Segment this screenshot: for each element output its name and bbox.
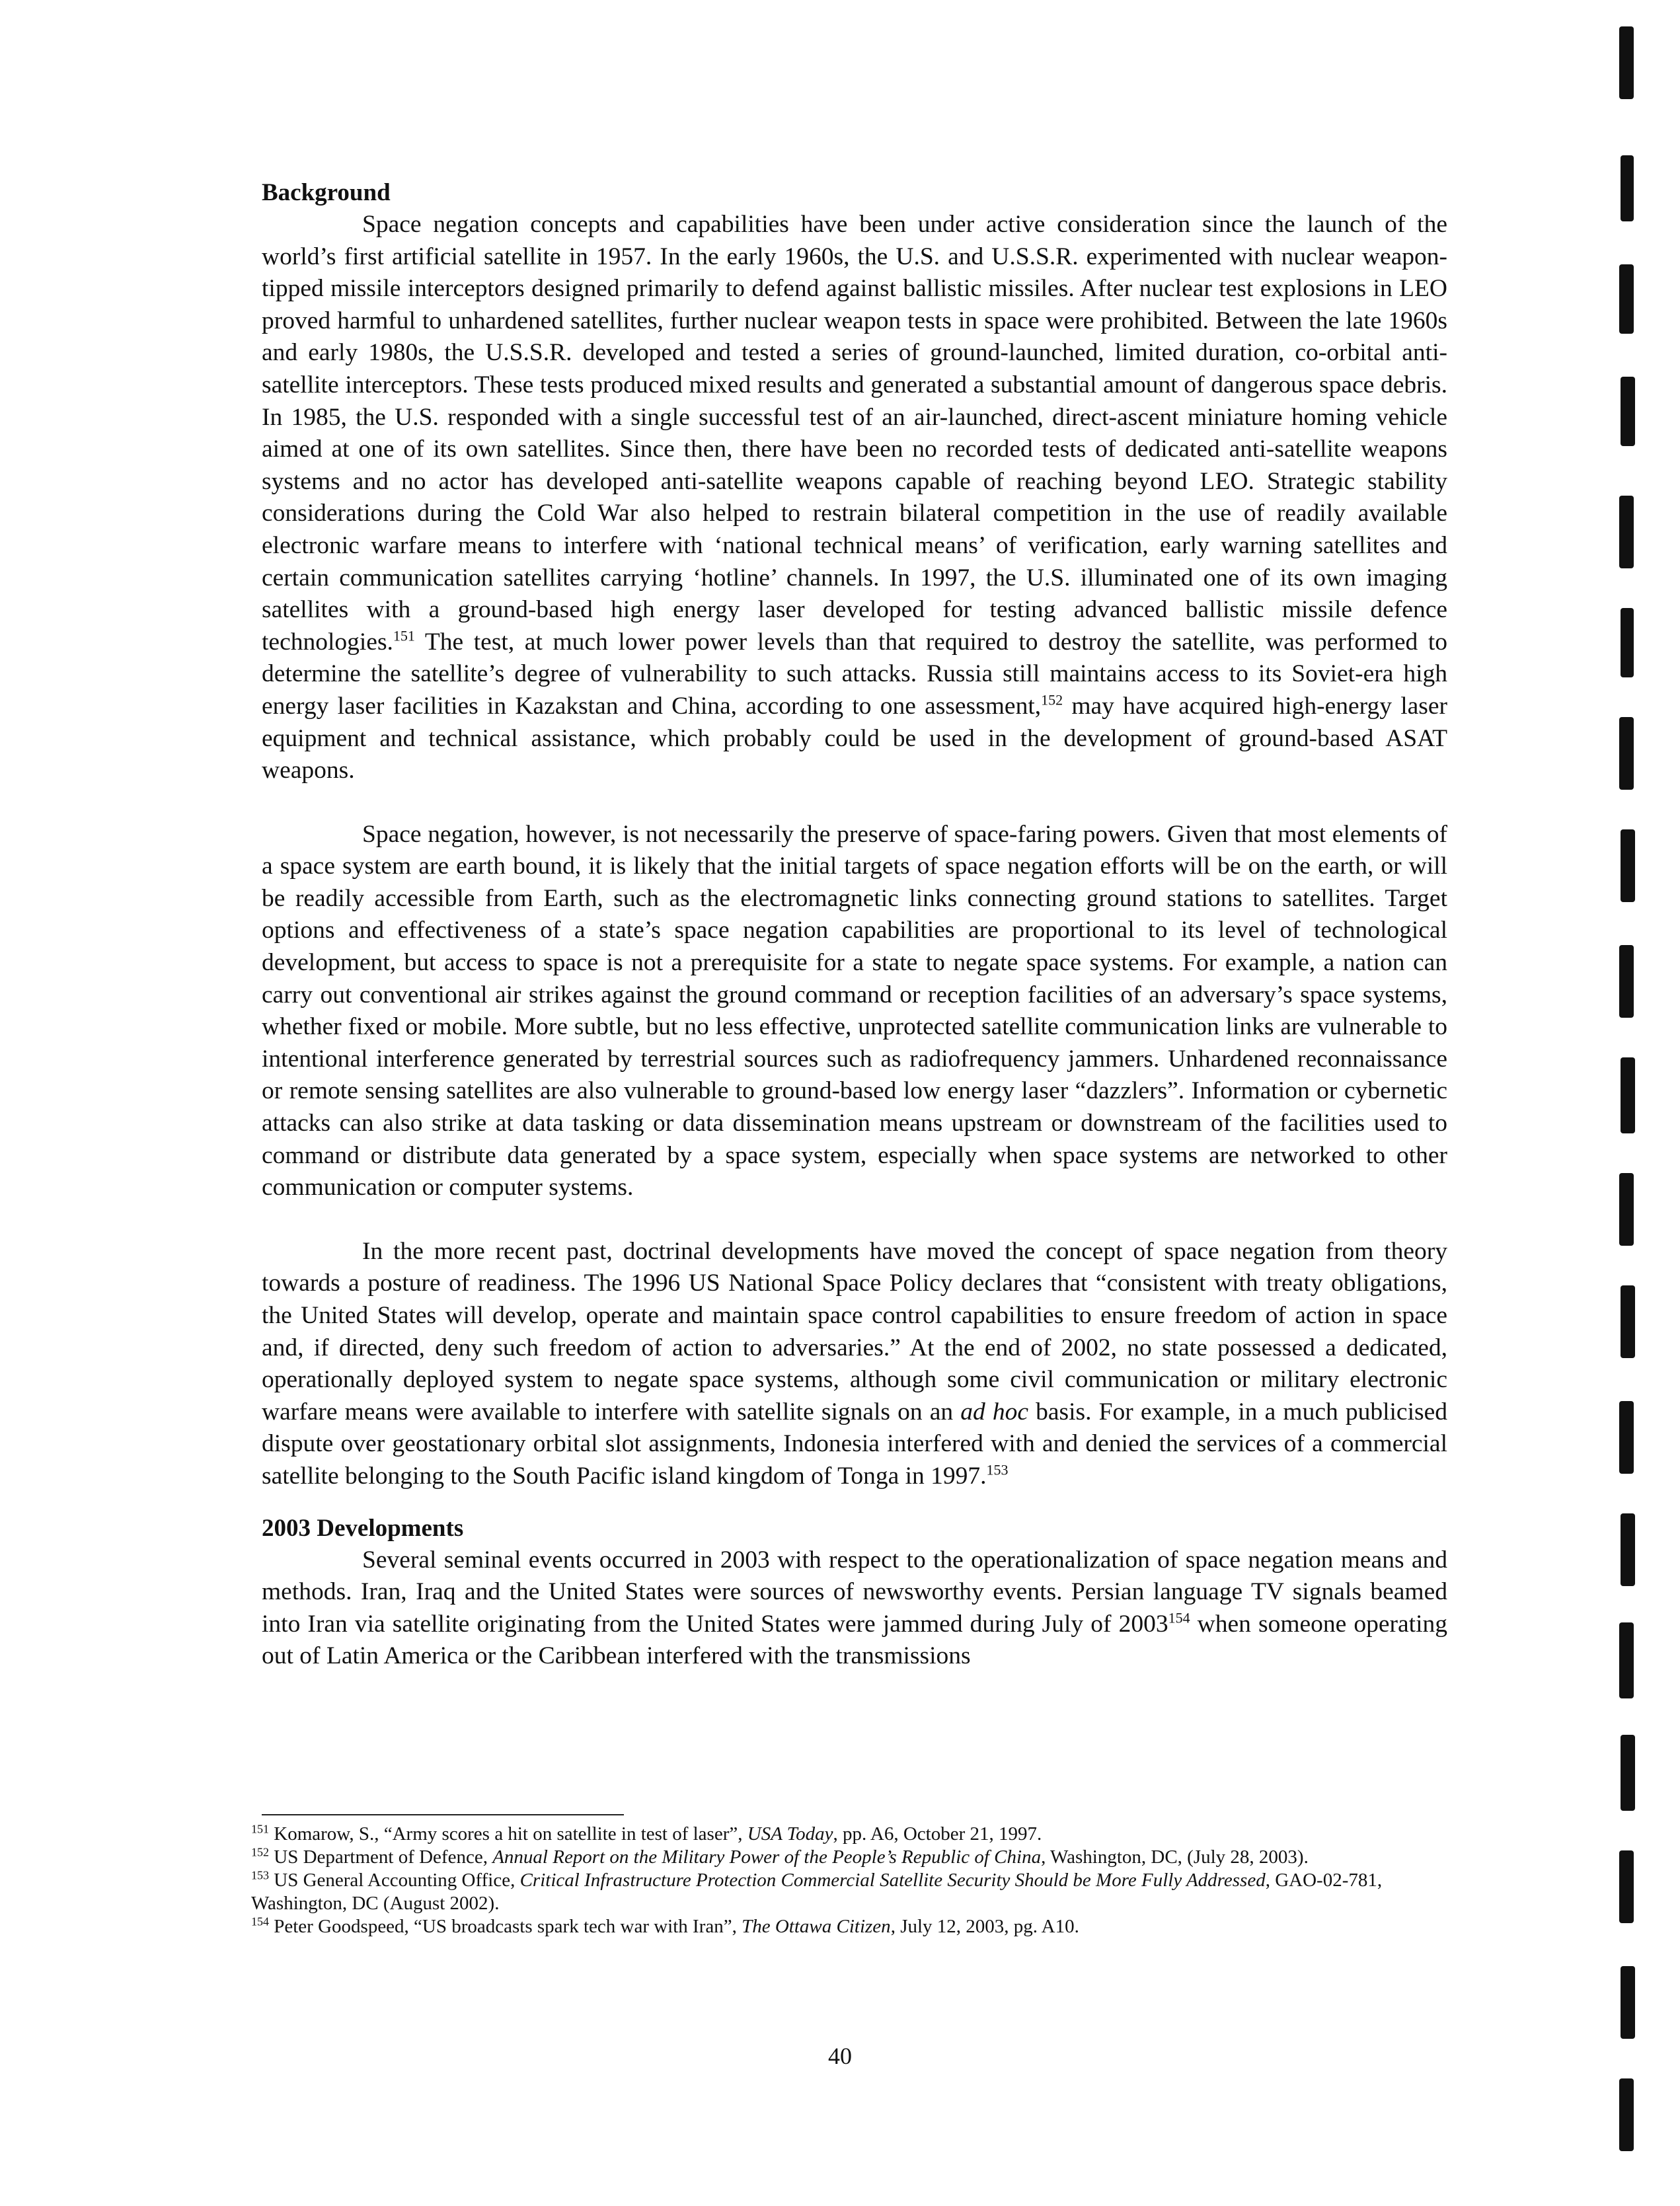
scan-mark	[1621, 829, 1635, 902]
footnote-text: Komarow, S., “Army scores a hit on satellite in test of laser”,	[269, 1823, 747, 1845]
footnote-title: Annual Report on the Military Power of the People’s Republic of China	[492, 1846, 1042, 1868]
footnote-ref-152: 152	[1041, 691, 1063, 708]
footnote-154	[251, 1915, 1447, 1938]
footnote-text: , pp. A6, October 21, 1997.	[833, 1823, 1042, 1845]
paragraph-developments-1	[262, 1544, 1447, 1673]
footnote-title: The Ottawa Citizen	[742, 1916, 891, 1937]
scan-mark	[1621, 1057, 1635, 1133]
scan-mark	[1619, 26, 1634, 99]
section-heading-2003-developments: 2003 Developments	[262, 1514, 464, 1542]
scan-mark	[1619, 717, 1634, 790]
scan-mark	[1621, 1285, 1635, 1358]
footnote-number: 151	[251, 1822, 269, 1836]
section-heading-background: Background	[262, 179, 391, 206]
text-run: may have acquired high-energy laser equipment and technical assistance, which probably could be used in the development of ground-based ASAT weapons.	[262, 692, 1447, 784]
footnote-ref-154: 154	[1168, 1609, 1190, 1626]
scan-mark	[1619, 264, 1634, 334]
footnote-text: US Department of Defence,	[269, 1846, 493, 1868]
scan-mark	[1619, 2078, 1634, 2151]
footnote-text: , GAO-02-781, Washington, DC (August 2002).	[251, 1870, 1383, 1914]
footnote-text: , July 12, 2003, pg. A10.	[890, 1916, 1079, 1937]
footnote-number: 153	[251, 1868, 269, 1882]
footnote-title: USA Today	[747, 1823, 833, 1845]
scan-mark	[1621, 1966, 1635, 2039]
scan-mark	[1621, 377, 1635, 446]
footnote-text: , Washington, DC, (July 28, 2003).	[1041, 1846, 1309, 1868]
paragraph-background-3	[262, 1236, 1447, 1493]
scan-mark	[1621, 608, 1634, 677]
paragraph-background-2: Space negation, however, is not necessarily the preserve of space-faring powers. Given that most elements of a space system are earth bound, it is likely that the initial targets of space negation efforts will be on the earth, or will be readily accessible from Earth, such as the electromagnetic links connecting ground stations to satellites. Target options and effectiveness of a state’s space negation capabilities are proportional to its level of technological development, but access to space is not a prerequisite for a state to negate space systems. For example, a nation can carry out conventional air strikes against the ground command or reception facilities of an adversary’s space systems, whether fixed or mobile. More subtle, but no less effective, unprotected satellite communication links are vulnerable to intentional interference generated by terrestrial sources such as radiofrequency jammers. Unhardened reconnaissance or remote sensing satellites are also vulnerable to ground-based low energy laser “dazzlers”. Information or cybernetic attacks can also strike at data tasking or data dissemination means upstream or downstream of the facilities used to command or distribute data generated by a space system, especially when space systems are networked to other communication or computer systems.	[262, 820, 1447, 1201]
scan-mark	[1619, 1850, 1634, 1923]
scan-mark	[1621, 1735, 1635, 1811]
footnote-ref-153: 153	[986, 1461, 1009, 1478]
text-run: In the more recent past, doctrinal developments have moved the concept of space negation from theory towards a posture of readiness. The 1996 US National Space Policy declares that “consistent with treaty obligations, the United States will develop, operate and maintain space control capabilities to ensure freedom of action in space and, if directed, deny such freedom of action to adversaries.” At the end of 2002, no state possessed a dedicated, operationally deployed system to negate space systems, although some civil communication or military electronic warfare means were available to interfere with satellite signals on an	[262, 1237, 1447, 1426]
page-body	[262, 177, 1447, 1673]
text-run: Several seminal events occurred in 2003 with respect to the operationalization of space negation means and methods. Iran, Iraq and the United States were sources of newsworthy events. Persian language TV signals beamed into Iran via satellite originating from the United States were jammed during July of 2003	[262, 1546, 1447, 1638]
footnote-ref-151: 151	[393, 627, 415, 644]
scan-mark	[1621, 155, 1634, 221]
footnotes	[251, 1823, 1447, 1938]
footnote-text: US General Accounting Office,	[269, 1870, 520, 1891]
footnote-number: 154	[251, 1915, 269, 1928]
footnote-title: Critical Infrastructure Protection Commercial Satellite Security Should be More Fully Addressed	[519, 1870, 1266, 1891]
footnote-151	[251, 1823, 1447, 1846]
paragraph-background-1	[262, 209, 1447, 787]
page-number: 40	[828, 2043, 852, 2069]
italic-term: ad hoc	[960, 1398, 1029, 1426]
scan-mark	[1619, 496, 1634, 568]
text-run: when someone operating out of Latin America or the Caribbean interfered with the transmissions	[262, 1610, 1447, 1670]
footnote-separator	[262, 1814, 624, 1815]
footnote-number: 152	[251, 1845, 269, 1859]
scan-mark	[1619, 945, 1634, 1018]
text-run: basis. For example, in a much publicised dispute over geostationary orbital slot assignments, Indonesia interfered with and denied the services of a commercial satellite belonging to the South Pacific island kingdom of Tonga in 1997.	[262, 1398, 1447, 1490]
footnote-152	[251, 1846, 1447, 1869]
scan-mark	[1619, 1401, 1634, 1474]
footnote-text: Peter Goodspeed, “US broadcasts spark tech war with Iran”,	[269, 1916, 742, 1937]
scan-mark	[1619, 1173, 1634, 1246]
scan-mark	[1621, 1513, 1635, 1586]
text-run: The test, at much lower power levels than that required to destroy the satellite, was performed to determine the satellite’s degree of vulnerability to such attacks. Russia still maintains access to its Soviet-era high energy laser facilities in Kazakstan and China, according to one assessment,	[262, 628, 1447, 720]
scan-mark	[1619, 1622, 1634, 1698]
text-run: Space negation concepts and capabilities have been under active consideration since the launch of the world’s first artificial satellite in 1957. In the early 1960s, the U.S. and U.S.S.R. experimented with nuclear weapon-tipped missile interceptors designed primarily to defend against ballistic missiles. After nuclear test explosions in LEO proved harmful to unhardened satellites, further nuclear weapon tests in space were prohibited. Between the late 1960s and early 1980s, the U.S.S.R. developed and tested a series of ground-launched, limited duration, co-orbital anti-satellite interceptors. These tests produced mixed results and generated a substantial amount of dangerous space debris. In 1985, the U.S. responded with a single successful test of an air-launched, direct-ascent miniature homing vehicle aimed at one of its own satellites. Since then, there have been no recorded tests of dedicated anti-satellite weapons systems and no actor has developed anti-satellite weapons capable of reaching beyond LEO. Strategic stability considerations during the Cold War also helped to restrain bilateral competition in the use of readily available electronic warfare means to interfere with ‘national technical means’ of verification, early warning satellites and certain communication satellites carrying ‘hotline’ channels. In 1997, the U.S. illuminated one of its own imaging satellites with a ground-based high energy laser developed for testing advanced ballistic missile defence technologies.	[262, 211, 1447, 656]
footnote-153	[251, 1869, 1447, 1915]
scan-edge-marks	[1613, 0, 1652, 2206]
